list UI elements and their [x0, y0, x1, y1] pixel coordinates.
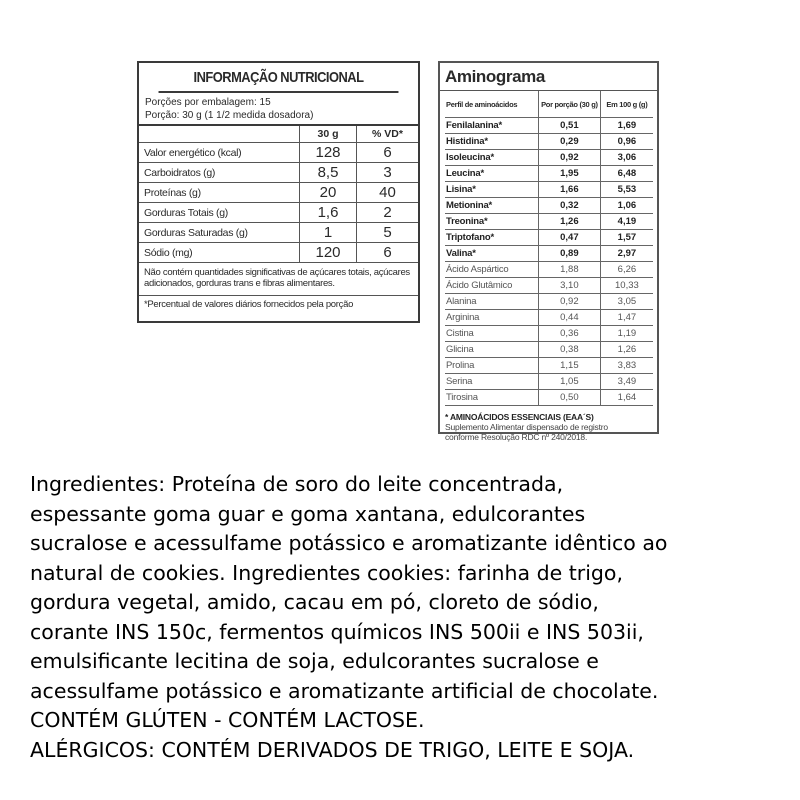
nutrient-label: Sódio (mg) [139, 243, 300, 263]
amino-acid-per-100g: 4,19 [600, 214, 653, 230]
amino-acid-name: Prolina [445, 358, 538, 374]
amino-acid-per-100g: 1,26 [600, 342, 653, 358]
aminogram-table [438, 61, 659, 442]
amino-acid-row [445, 198, 653, 214]
nutrition-header-row [139, 126, 418, 143]
amino-acid-per-100g: 1,47 [600, 310, 653, 326]
amino-acid-name: Serina [445, 374, 538, 390]
servings-per-package: Porções por embalagem: 15 [145, 97, 271, 108]
header-label [139, 126, 300, 143]
amino-acid-row [445, 310, 653, 326]
amino-acid-row [445, 214, 653, 230]
nutrient-value: 128 [300, 143, 357, 163]
header-per-100g: Em 100 g (g) [600, 91, 653, 118]
amino-acid-row [445, 134, 653, 150]
regulatory-line-1: Suplemento Alimentar dispensado de registro [445, 422, 608, 432]
nutrition-title: INFORMAÇÃO NUTRICIONAL [159, 63, 399, 93]
aminogram-header-row [445, 91, 653, 118]
amino-acid-row [445, 358, 653, 374]
amino-acid-row [445, 342, 653, 358]
amino-acid-per-100g: 3,83 [600, 358, 653, 374]
amino-acid-row [445, 278, 653, 294]
amino-acid-name: Treonina* [445, 214, 538, 230]
header-per-portion: Por porção (30 g) [538, 91, 600, 118]
amino-acid-name: Triptofano* [445, 230, 538, 246]
amino-acid-name: Histidina* [445, 134, 538, 150]
nutrient-value: 120 [300, 243, 357, 263]
amino-acid-name: Glicina [445, 342, 538, 358]
amino-acid-name: Alanina [445, 294, 538, 310]
amino-acid-row [445, 374, 653, 390]
nutrient-label: Proteínas (g) [139, 183, 300, 203]
amino-acid-per-portion: 1,26 [538, 214, 600, 230]
nutrient-label: Valor energético (kcal) [139, 143, 300, 163]
amino-acid-row [445, 166, 653, 182]
amino-acid-per-100g: 1,06 [600, 198, 653, 214]
amino-acid-per-portion: 0,29 [538, 134, 600, 150]
nutrient-dv: 6 [357, 143, 419, 163]
nutrient-value: 20 [300, 183, 357, 203]
amino-acid-per-portion: 1,95 [538, 166, 600, 182]
amino-acid-name: Isoleucina* [445, 150, 538, 166]
amino-acid-per-portion: 0,50 [538, 390, 600, 406]
amino-acid-row [445, 246, 653, 262]
nutrient-dv: 40 [357, 183, 419, 203]
ingredients-text: Ingredientes: Proteína de soro do leite concentrada, espessante goma guar e goma xantana, edulcorantes sucralose e acessulfame potássico e aromatizante idêntico ao natural de cookies. Ingredientes cookies: farinha de trigo, gordura vegetal, amido, cacau em pó, cloreto de sódio, corante INS 150c, fermentos químicos INS 500ii e INS 503ii, emulsificante lecitina de soja, edulcorantes sucralose e acessulfame potássico e aromatizante artificial de chocolate. CONTÉM GLÚTEN - CONTÉM LACTOSE. ALÉRGICOS: CONTÉM DERIVADOS DE TRIGO, LEITE E SOJA. [30, 472, 668, 762]
amino-acid-row [445, 150, 653, 166]
amino-acid-name: Valina* [445, 246, 538, 262]
nutrition-row [139, 143, 418, 163]
aminogram-rows [445, 91, 653, 406]
amino-acid-row [445, 182, 653, 198]
amino-acid-per-100g: 1,57 [600, 230, 653, 246]
amino-acid-row [445, 326, 653, 342]
nutrient-dv: 2 [357, 203, 419, 223]
nutrient-dv: 3 [357, 163, 419, 183]
amino-acid-per-100g: 6,26 [600, 262, 653, 278]
amino-acid-per-100g: 1,19 [600, 326, 653, 342]
portions-info [139, 93, 418, 126]
nutrient-dv: 6 [357, 243, 419, 263]
amino-acid-per-portion: 1,05 [538, 374, 600, 390]
nutrition-row [139, 243, 418, 263]
amino-acid-per-portion: 1,88 [538, 262, 600, 278]
nutrient-dv: 5 [357, 223, 419, 243]
regulatory-line-2: conforme Resolução RDC nº 240/2018. [445, 432, 588, 442]
nutrient-label: Carboidratos (g) [139, 163, 300, 183]
amino-acid-per-portion: 0,47 [538, 230, 600, 246]
amino-acid-per-100g: 2,97 [600, 246, 653, 262]
amino-acid-per-portion: 1,66 [538, 182, 600, 198]
amino-acid-per-portion: 0,92 [538, 150, 600, 166]
amino-acid-per-portion: 0,89 [538, 246, 600, 262]
aminogram-footer [440, 406, 657, 442]
amino-acid-per-portion: 0,51 [538, 118, 600, 134]
amino-acid-per-100g: 1,64 [600, 390, 653, 406]
nutrient-value: 8,5 [300, 163, 357, 183]
amino-acid-name: Tirosina [445, 390, 538, 406]
amino-acid-row [445, 294, 653, 310]
essential-note: * AMINOÁCIDOS ESSENCIAIS (EAA´S) [445, 412, 594, 422]
header-dv: % VD* [357, 126, 419, 143]
nutrition-row [139, 203, 418, 223]
nutrient-value: 1,6 [300, 203, 357, 223]
amino-acid-per-portion: 0,38 [538, 342, 600, 358]
amino-acid-name: Lisina* [445, 182, 538, 198]
portion-size: Porção: 30 g (1 1/2 medida dosadora) [145, 110, 314, 121]
amino-acid-name: Fenilalanina* [445, 118, 538, 134]
nutrition-note: Não contém quantidades significativas de açúcares totais, açúcares adicionados, gorduras trans e fibras alimentares. [139, 263, 418, 296]
amino-acid-per-portion: 1,15 [538, 358, 600, 374]
aminogram-title: Aminograma [440, 63, 657, 91]
amino-acid-per-100g: 1,69 [600, 118, 653, 134]
amino-acid-per-100g: 3,05 [600, 294, 653, 310]
nutrition-row [139, 223, 418, 243]
amino-acid-per-100g: 5,53 [600, 182, 653, 198]
nutrition-rows [139, 126, 418, 263]
nutrition-footnote: *Percentual de valores diários fornecidos pela porção [144, 299, 354, 310]
nutrition-row [139, 183, 418, 203]
amino-acid-row [445, 390, 653, 406]
header-value: 30 g [300, 126, 357, 143]
amino-acid-name: Ácido Glutâmico [445, 278, 538, 294]
aminogram-body [445, 118, 653, 406]
amino-acid-row [445, 118, 653, 134]
nutrient-value: 1 [300, 223, 357, 243]
amino-acid-per-portion: 0,44 [538, 310, 600, 326]
nutrition-row [139, 163, 418, 183]
nutrient-label: Gorduras Saturadas (g) [139, 223, 300, 243]
amino-acid-per-portion: 0,32 [538, 198, 600, 214]
amino-acid-per-portion: 0,92 [538, 294, 600, 310]
nutrient-label: Gorduras Totais (g) [139, 203, 300, 223]
amino-acid-name: Ácido Aspártico [445, 262, 538, 278]
amino-acid-name: Metionina* [445, 198, 538, 214]
amino-acid-per-100g: 6,48 [600, 166, 653, 182]
amino-acid-per-100g: 0,96 [600, 134, 653, 150]
amino-acid-per-100g: 10,33 [600, 278, 653, 294]
nutrition-facts-table [137, 61, 420, 323]
amino-acid-per-100g: 3,49 [600, 374, 653, 390]
amino-acid-row [445, 230, 653, 246]
amino-acid-name: Leucina* [445, 166, 538, 182]
amino-acid-per-portion: 3,10 [538, 278, 600, 294]
amino-acid-per-100g: 3,06 [600, 150, 653, 166]
amino-acid-name: Cistina [445, 326, 538, 342]
amino-acid-name: Arginina [445, 310, 538, 326]
header-name: Perfil de aminoácidos [445, 91, 538, 118]
amino-acid-row [445, 262, 653, 278]
amino-acid-per-portion: 0,36 [538, 326, 600, 342]
